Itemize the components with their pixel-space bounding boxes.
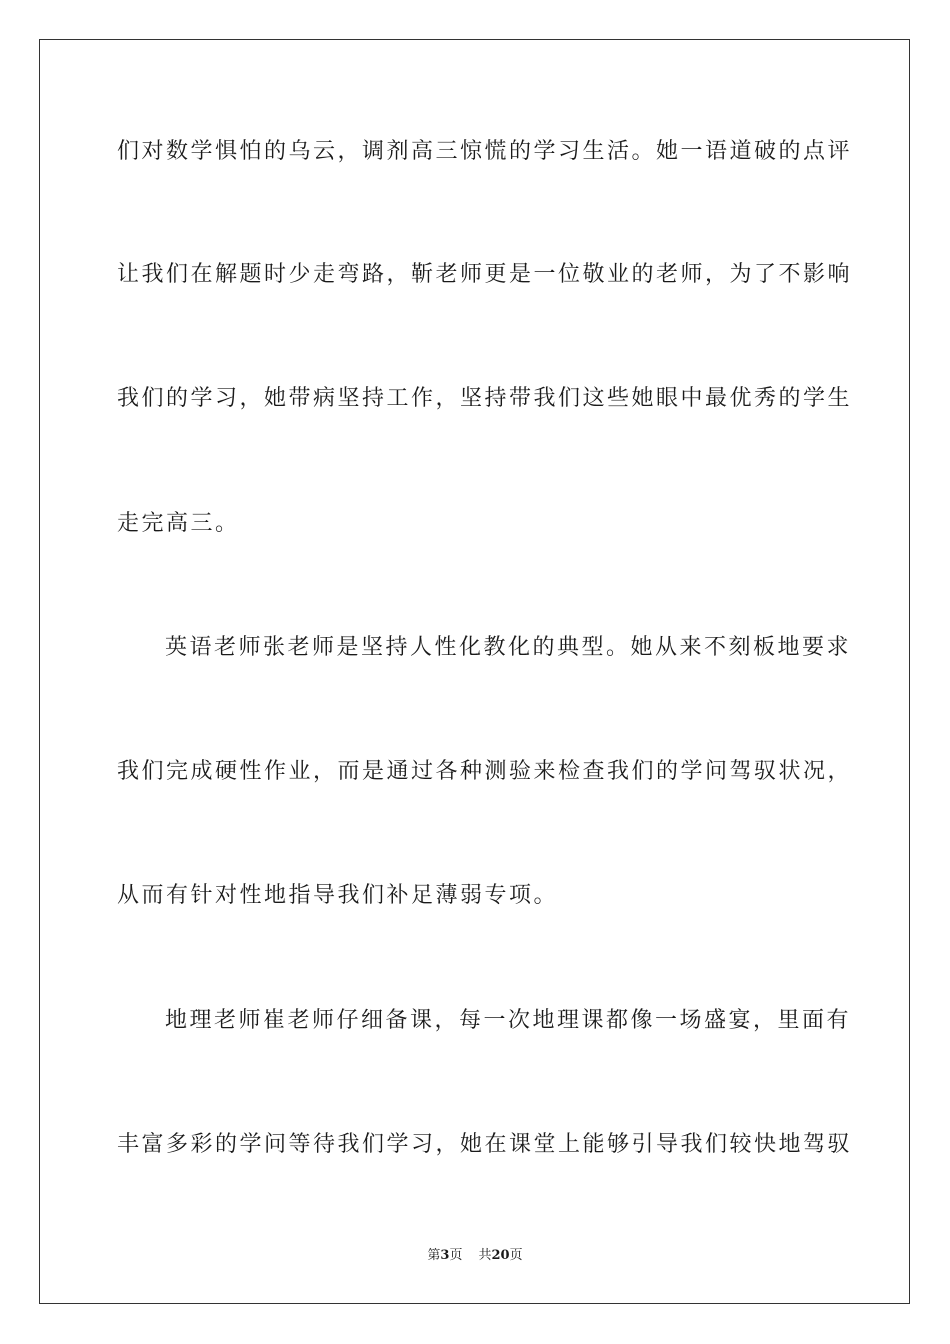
text-line: 我们的学习，她带病坚持工作，坚持带我们这些她眼中最优秀的学生 — [117, 386, 853, 411]
text-line: 丰富多彩的学问等待我们学习，她在课堂上能够引导我们较快地驾驭 — [117, 1132, 853, 1157]
text-line: 我们完成硬性作业，而是通过各种测验来检查我们的学问驾驭状况， — [117, 759, 853, 784]
page-prefix: 第 — [427, 1248, 441, 1263]
total-suffix: 页 — [509, 1248, 523, 1263]
page-footer — [0, 1246, 950, 1266]
page-current: 3 — [440, 1248, 450, 1263]
text-line: 地理老师崔老师仔细备课，每一次地理课都像一场盛宴，里面有 — [165, 1008, 852, 1033]
text-line: 英语老师张老师是坚持人性化教化的典型。她从来不刻板地要求 — [165, 635, 852, 660]
page-suffix: 页 — [449, 1248, 463, 1263]
total-prefix: 共 — [478, 1248, 492, 1263]
text-line: 从而有针对性地指导我们补足薄弱专项。 — [117, 883, 559, 908]
text-line: 们对数学惧怕的乌云，调剂高三惊慌的学习生活。她一语道破的点评 — [117, 139, 853, 164]
page-border — [39, 39, 910, 1304]
text-line: 走完高三。 — [117, 511, 240, 536]
text-line: 让我们在解题时少走弯路，靳老师更是一位敬业的老师，为了不影响 — [117, 262, 853, 287]
page-total: 20 — [491, 1248, 510, 1263]
